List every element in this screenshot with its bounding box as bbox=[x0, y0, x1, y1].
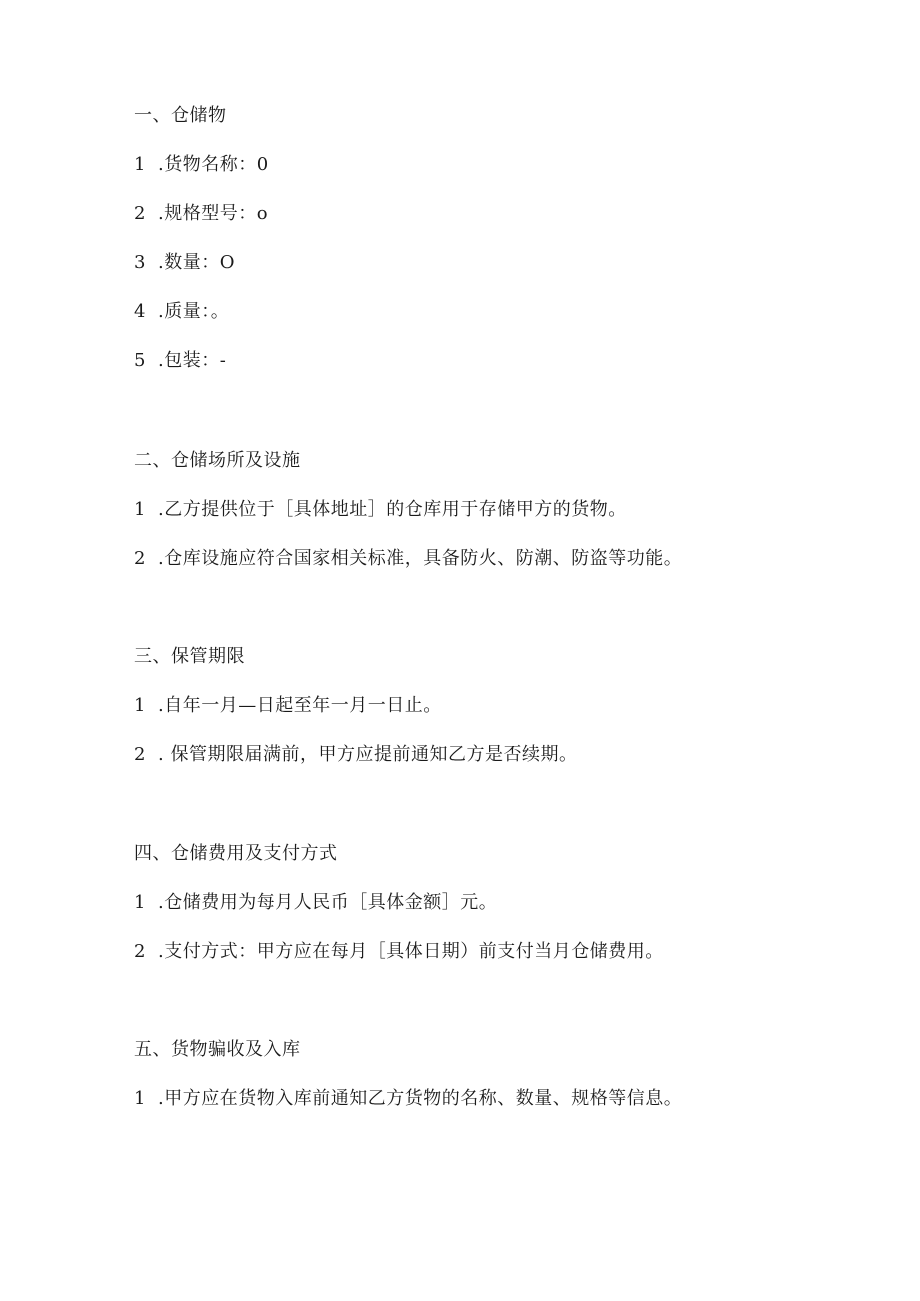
item-number: 1 bbox=[134, 154, 146, 175]
item-number: 5 bbox=[134, 350, 146, 371]
item-text: .支付方式：甲方应在每月［具体日期）前支付当月仓储费用。 bbox=[158, 941, 664, 962]
section-storage-fees bbox=[134, 842, 834, 989]
item-text: .货物名称：0 bbox=[158, 154, 269, 175]
section-goods-receipt bbox=[134, 1038, 834, 1136]
item-number: 1 bbox=[134, 499, 146, 520]
item-number: 2 bbox=[134, 744, 146, 765]
section-heading: 三、保管期限 bbox=[134, 646, 245, 667]
list-item bbox=[134, 202, 834, 251]
list-item bbox=[134, 498, 834, 547]
list-item bbox=[134, 891, 834, 940]
list-item bbox=[134, 694, 834, 743]
item-number: 1 bbox=[134, 695, 146, 716]
item-number: 1 bbox=[134, 892, 146, 913]
section-storage-period bbox=[134, 645, 834, 792]
list-item bbox=[134, 547, 834, 596]
item-text: .规格型号：o bbox=[158, 203, 269, 224]
section-heading: 二、仓储场所及设施 bbox=[134, 450, 301, 471]
item-number: 2 bbox=[134, 203, 146, 224]
item-number: 3 bbox=[134, 252, 146, 273]
section-heading: 五、货物骗收及入库 bbox=[134, 1039, 301, 1060]
item-number: 2 bbox=[134, 941, 146, 962]
list-item bbox=[134, 153, 834, 202]
item-text: .乙方提供位于［具体地址］的仓库用于存储甲方的货物。 bbox=[158, 499, 627, 520]
section-heading: 四、仓储费用及支付方式 bbox=[134, 843, 338, 864]
item-text: .仓储费用为每月人民币［具体金额］元。 bbox=[158, 892, 498, 913]
list-item bbox=[134, 743, 834, 792]
list-item bbox=[134, 300, 834, 349]
section-storage-goods bbox=[134, 104, 834, 398]
item-text: .甲方应在货物入库前通知乙方货物的名称、数量、规格等信息。 bbox=[158, 1088, 683, 1109]
section-heading: 一、仓储物 bbox=[134, 105, 227, 126]
item-number: 2 bbox=[134, 548, 146, 569]
item-text: . 保管期限届满前，甲方应提前通知乙方是否续期。 bbox=[158, 744, 578, 765]
item-text: .包装：- bbox=[158, 350, 227, 371]
list-item bbox=[134, 940, 834, 989]
item-number: 4 bbox=[134, 301, 146, 322]
item-text: .自年一月—日起至年一月一日止。 bbox=[158, 695, 442, 716]
section-storage-facilities bbox=[134, 449, 834, 596]
list-item bbox=[134, 349, 834, 398]
item-text: .仓库设施应符合国家相关标准，具备防火、防潮、防盗等功能。 bbox=[158, 548, 683, 569]
item-text: .数量：O bbox=[158, 252, 235, 273]
item-text: .质量：。 bbox=[158, 301, 230, 322]
list-item bbox=[134, 1087, 834, 1136]
list-item bbox=[134, 251, 834, 300]
item-number: 1 bbox=[134, 1088, 146, 1109]
